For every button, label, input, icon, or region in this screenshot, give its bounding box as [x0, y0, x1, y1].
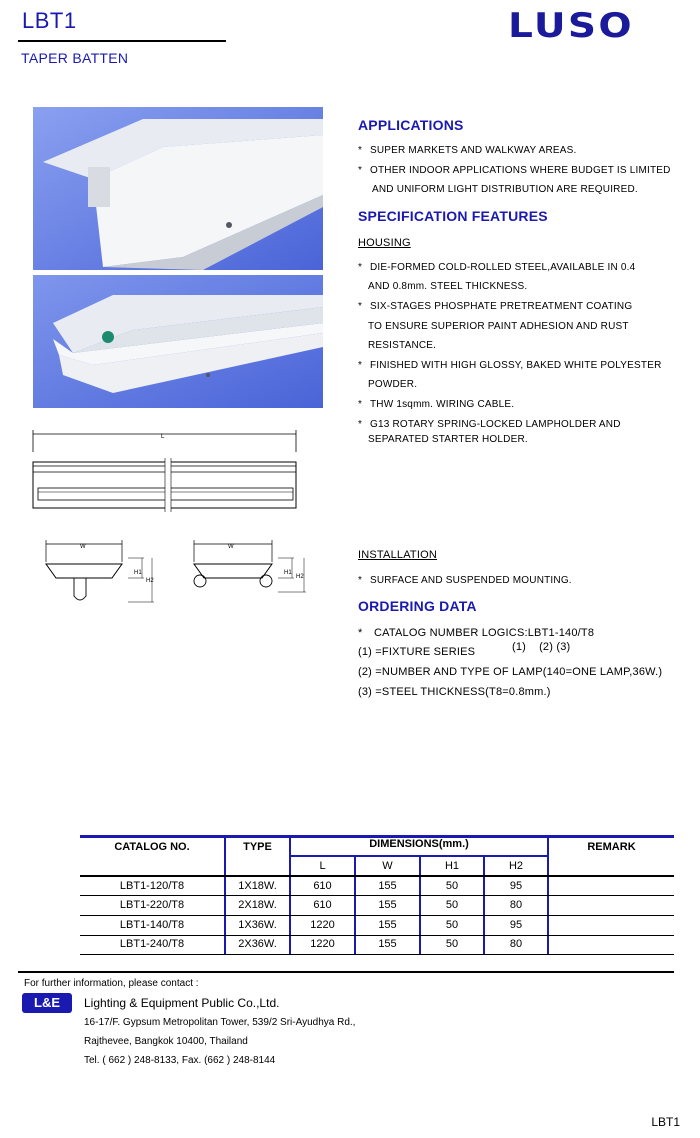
- spec-item: * G13 ROTARY SPRING-LOCKED LAMPHOLDER AND: [358, 419, 621, 430]
- product-photo-top: [33, 107, 323, 270]
- table-cell-w: 155: [378, 938, 397, 950]
- end-view-drawing-single: [42, 538, 162, 608]
- spec-item-cont: SEPARATED STARTER HOLDER.: [368, 434, 528, 445]
- contact-line: Tel. ( 662 ) 248-8133, Fax. (662 ) 248-8144: [84, 1055, 276, 1066]
- svg-text:H1: H1: [134, 570, 142, 576]
- ordering-line: (2) =NUMBER AND TYPE OF LAMP(140=ONE LAMP,36W.): [358, 666, 663, 678]
- table-cell-w: 155: [378, 880, 397, 892]
- side-view-drawing: [30, 428, 300, 513]
- installation-item: * SURFACE AND SUSPENDED MOUNTING.: [358, 575, 572, 586]
- company-logo: L&E: [22, 993, 72, 1013]
- applications-item: * OTHER INDOOR APPLICATIONS WHERE BUDGET IS LIMITED: [358, 165, 671, 176]
- table-cell-catalog: LBT1-120/T8: [119, 880, 185, 892]
- spec-item: * FINISHED WITH HIGH GLOSSY, BAKED WHITE POLYESTER: [358, 360, 662, 371]
- spec-item-cont: TO ENSURE SUPERIOR PAINT ADHESION AND RUST: [368, 321, 629, 332]
- svg-text:H2: H2: [146, 578, 154, 584]
- table-cell-h2: 95: [509, 919, 523, 931]
- col-header-h2: H2: [508, 860, 524, 872]
- brand-logo: LUSO: [508, 6, 634, 46]
- svg-text:H1: H1: [284, 570, 292, 576]
- table-cell-catalog: LBT1-220/T8: [119, 899, 185, 911]
- spec-item-cont: RESISTANCE.: [368, 340, 437, 351]
- applications-item-cont: AND UNIFORM LIGHT DISTRIBUTION ARE REQUIRED.: [372, 184, 638, 195]
- spec-table: [80, 835, 674, 955]
- product-photo-bottom: [33, 275, 323, 408]
- address-line: 16-17/F. Gypsum Metropolitan Tower, 539/2 Sri-Ayudhya Rd.,: [84, 1017, 356, 1028]
- table-cell-h1: 50: [445, 880, 459, 892]
- installation-label: INSTALLATION: [358, 549, 438, 561]
- svg-text:H2: H2: [296, 574, 304, 580]
- ordering-line: (1) =FIXTURE SERIES: [358, 646, 476, 658]
- product-subtitle: TAPER BATTEN: [21, 50, 129, 66]
- company-name: Lighting & Equipment Public Co.,Ltd.: [84, 996, 280, 1010]
- col-header-h1: H1: [444, 860, 460, 872]
- table-cell-l: 610: [313, 899, 332, 911]
- table-cell-catalog: LBT1-140/T8: [119, 919, 185, 931]
- table-cell-type: 2X36W.: [238, 938, 277, 950]
- header-rule: [18, 40, 226, 42]
- spec-item: * DIE-FORMED COLD-ROLLED STEEL,AVAILABLE IN 0.4: [358, 262, 636, 273]
- col-header-w: W: [382, 860, 393, 872]
- table-cell-h1: 50: [445, 899, 459, 911]
- footer-intro: For further information, please contact :: [24, 978, 199, 989]
- spec-item: * SIX-STAGES PHOSPHATE PRETREATMENT COATING: [358, 301, 633, 312]
- col-header-l: L: [319, 860, 326, 872]
- table-cell-l: 1220: [310, 919, 335, 931]
- footer-rule: [18, 971, 674, 973]
- dim-length-label: L: [161, 434, 165, 440]
- table-cell-type: 2X18W.: [238, 899, 277, 911]
- applications-item: * SUPER MARKETS AND WALKWAY AREAS.: [358, 145, 577, 156]
- housing-label: HOUSING: [358, 237, 411, 249]
- address-line: Rajthevee, Bangkok 10400, Thailand: [84, 1036, 248, 1047]
- table-cell-type: 1X18W.: [238, 880, 277, 892]
- ordering-logic: * CATALOG NUMBER LOGICS:LBT1-140/T8: [358, 627, 595, 639]
- table-cell-w: 155: [378, 919, 397, 931]
- table-cell-h2: 95: [509, 880, 523, 892]
- table-cell-h1: 50: [445, 919, 459, 931]
- table-cell-type: 1X36W.: [238, 919, 277, 931]
- end-view-drawing-twin: [186, 538, 316, 608]
- table-cell-h1: 50: [445, 938, 459, 950]
- spec-item-cont: AND 0.8mm. STEEL THICKNESS.: [368, 281, 528, 292]
- page-tag: LBT1: [651, 1115, 680, 1129]
- applications-heading: APPLICATIONS: [358, 117, 464, 133]
- ordering-markers: (1) (2) (3): [512, 641, 571, 653]
- product-code: LBT1: [22, 8, 77, 33]
- spec-item-cont: POWDER.: [368, 379, 418, 390]
- ordering-heading: ORDERING DATA: [358, 598, 477, 614]
- col-header-type: TYPE: [243, 841, 272, 853]
- col-header-catalog: CATALOG NO.: [114, 841, 190, 853]
- svg-text:W: W: [228, 544, 234, 550]
- table-cell-l: 610: [313, 880, 332, 892]
- specification-heading: SPECIFICATION FEATURES: [358, 208, 548, 224]
- ordering-line: (3) =STEEL THICKNESS(T8=0.8mm.): [358, 686, 551, 698]
- spec-item: * THW 1sqmm. WIRING CABLE.: [358, 399, 515, 410]
- table-cell-catalog: LBT1-240/T8: [119, 938, 185, 950]
- svg-text:W: W: [80, 544, 86, 550]
- table-cell-l: 1220: [310, 938, 335, 950]
- table-cell-w: 155: [378, 899, 397, 911]
- table-cell-h2: 80: [509, 938, 523, 950]
- col-header-remark: REMARK: [587, 841, 636, 853]
- col-header-dimensions: DIMENSIONS(mm.): [369, 838, 469, 850]
- table-cell-h2: 80: [509, 899, 523, 911]
